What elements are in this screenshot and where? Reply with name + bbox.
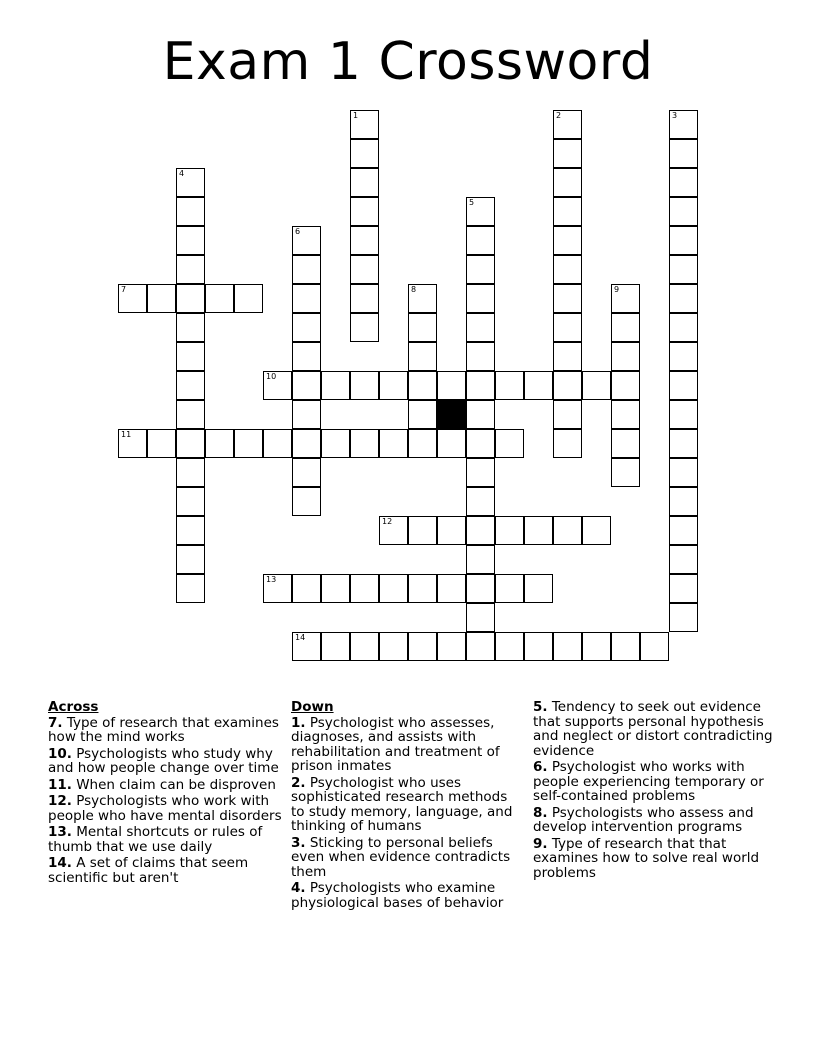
grid-cell[interactable] xyxy=(466,197,495,226)
grid-cell[interactable] xyxy=(524,574,553,603)
grid-cell[interactable] xyxy=(437,632,466,661)
clue-number: 4 xyxy=(179,169,185,178)
grid-cell[interactable] xyxy=(350,313,379,342)
grid-cell[interactable] xyxy=(292,487,321,516)
grid-cell[interactable] xyxy=(176,226,205,255)
grid-cell[interactable] xyxy=(350,632,379,661)
grid-cell[interactable] xyxy=(408,429,437,458)
grid-cell[interactable] xyxy=(176,371,205,400)
grid-cell[interactable] xyxy=(669,313,698,342)
grid-cell[interactable] xyxy=(553,226,582,255)
page-title: Exam 1 Crossword xyxy=(162,32,654,92)
grid-cell[interactable] xyxy=(176,400,205,429)
clue-number-label: 7. xyxy=(48,714,63,731)
grid-cell[interactable] xyxy=(466,255,495,284)
down-clue: 9. Type of research that that examines how to solve real world problems xyxy=(533,835,760,881)
grid-cell[interactable] xyxy=(292,429,321,458)
grid-cell[interactable] xyxy=(176,574,205,603)
grid-cell[interactable] xyxy=(147,284,176,313)
clue-number: 7 xyxy=(121,285,127,294)
grid-cell[interactable] xyxy=(350,371,379,400)
grid-cell[interactable] xyxy=(176,313,205,342)
clue-number-label: 1. xyxy=(291,714,306,731)
grid-cell[interactable] xyxy=(118,284,147,313)
clue-number: 10 xyxy=(266,372,277,381)
clue-number: 8 xyxy=(411,285,417,294)
grid-cell[interactable] xyxy=(118,429,147,458)
across-clue: 12. Psychologists who work with people who have mental disorders xyxy=(48,793,282,824)
grid-cell[interactable] xyxy=(176,284,205,313)
grid-cell[interactable] xyxy=(582,516,611,545)
grid-cell[interactable] xyxy=(466,545,495,574)
grid-cell[interactable] xyxy=(350,255,379,284)
grid-cell[interactable] xyxy=(321,632,350,661)
clue-number-label: 8. xyxy=(533,804,548,821)
grid-cell[interactable] xyxy=(176,255,205,284)
clue-number: 11 xyxy=(121,430,132,439)
grid-cell[interactable] xyxy=(611,284,640,313)
grid-cell[interactable] xyxy=(292,226,321,255)
grid-cell[interactable] xyxy=(553,429,582,458)
grid-cell[interactable] xyxy=(669,429,698,458)
grid-cell[interactable] xyxy=(466,632,495,661)
grid-cell[interactable] xyxy=(553,313,582,342)
grid-cell[interactable] xyxy=(466,429,495,458)
grid-cell[interactable] xyxy=(669,603,698,632)
grid-cell[interactable] xyxy=(408,313,437,342)
grid-cell[interactable] xyxy=(466,574,495,603)
grid-cell[interactable] xyxy=(553,110,582,139)
grid-cell[interactable] xyxy=(466,342,495,371)
grid-cell[interactable] xyxy=(408,400,437,429)
grid-cell[interactable] xyxy=(611,313,640,342)
grid-cell[interactable] xyxy=(611,458,640,487)
clue-number-label: 6. xyxy=(533,759,548,775)
grid-cell[interactable] xyxy=(176,516,205,545)
grid-cell[interactable] xyxy=(292,342,321,371)
grid-cell[interactable] xyxy=(466,284,495,313)
grid-cell[interactable] xyxy=(350,284,379,313)
grid-cell[interactable] xyxy=(176,168,205,197)
grid-cell[interactable] xyxy=(669,255,698,284)
grid-cell[interactable] xyxy=(292,284,321,313)
grid-cell[interactable] xyxy=(553,400,582,429)
down-clues xyxy=(291,700,525,912)
clue-number: 6 xyxy=(295,227,301,236)
grid-cell[interactable] xyxy=(350,429,379,458)
grid-cell[interactable] xyxy=(611,400,640,429)
clue-number-label: 12. xyxy=(48,793,72,809)
grid-cell[interactable] xyxy=(379,371,408,400)
grid-cell[interactable] xyxy=(379,429,408,458)
grid-cell[interactable] xyxy=(147,429,176,458)
grid-cell[interactable] xyxy=(350,197,379,226)
grid-cell[interactable] xyxy=(524,516,553,545)
clue-number: 12 xyxy=(382,517,393,526)
grid-cell[interactable] xyxy=(669,574,698,603)
grid-cell[interactable] xyxy=(640,632,669,661)
grid-cell[interactable] xyxy=(234,284,263,313)
down-clue: 6. Psychologist who works with people experiencing temporary or self-contained problems xyxy=(533,759,764,804)
down-clue: 5. Tendency to seek out evidence that supports personal hypothesis and neglect or distort contradicting evidence xyxy=(533,699,773,759)
clue-number-label: 3. xyxy=(291,834,306,851)
grid-cell[interactable] xyxy=(234,429,263,458)
grid-cell[interactable] xyxy=(379,574,408,603)
grid-cell[interactable] xyxy=(176,545,205,574)
grid-cell[interactable] xyxy=(669,110,698,139)
grid-cell[interactable] xyxy=(263,574,292,603)
grid-cell[interactable] xyxy=(669,226,698,255)
grid-cell[interactable] xyxy=(669,197,698,226)
grid-cell[interactable] xyxy=(466,487,495,516)
grid-cell[interactable] xyxy=(408,516,437,545)
grid-cell[interactable] xyxy=(669,400,698,429)
grid-block xyxy=(437,400,466,429)
grid-cell[interactable] xyxy=(292,632,321,661)
clue-number: 14 xyxy=(295,633,306,642)
clue-number: 5 xyxy=(469,198,475,207)
grid-cell[interactable] xyxy=(669,284,698,313)
grid-cell[interactable] xyxy=(408,371,437,400)
grid-cell[interactable] xyxy=(495,516,524,545)
grid-cell[interactable] xyxy=(263,429,292,458)
clue-number-label: 10. xyxy=(48,745,72,762)
grid-cell[interactable] xyxy=(176,487,205,516)
clue-number-label: 14. xyxy=(48,855,72,871)
grid-cell[interactable] xyxy=(553,284,582,313)
grid-cell[interactable] xyxy=(582,632,611,661)
grid-cell[interactable] xyxy=(611,371,640,400)
grid-cell[interactable] xyxy=(466,458,495,487)
grid-cell[interactable] xyxy=(437,371,466,400)
grid-cell[interactable] xyxy=(611,429,640,458)
grid-cell[interactable] xyxy=(466,313,495,342)
grid-cell[interactable] xyxy=(176,458,205,487)
grid-cell[interactable] xyxy=(379,632,408,661)
grid-cell[interactable] xyxy=(350,168,379,197)
grid-cell[interactable] xyxy=(466,371,495,400)
across-clue: 13. Mental shortcuts or rules of thumb that we use daily xyxy=(48,824,263,855)
down-heading: Down xyxy=(291,699,334,715)
clue-number-label: 9. xyxy=(533,835,548,852)
grid-cell[interactable] xyxy=(176,429,205,458)
grid-cell[interactable] xyxy=(466,400,495,429)
grid-cell[interactable] xyxy=(495,632,524,661)
across-clues xyxy=(48,700,284,887)
clue-number: 13 xyxy=(266,575,277,584)
grid-cell[interactable] xyxy=(495,371,524,400)
grid-cell[interactable] xyxy=(611,632,640,661)
grid-cell[interactable] xyxy=(205,429,234,458)
grid-cell[interactable] xyxy=(263,371,292,400)
grid-cell[interactable] xyxy=(466,516,495,545)
grid-cell[interactable] xyxy=(553,255,582,284)
down-clue: 4. Psychologists who examine physiological bases of behavior xyxy=(291,880,504,911)
down-clue: 8. Psychologists who assess and develop intervention programs xyxy=(533,804,754,835)
grid-cell[interactable] xyxy=(321,429,350,458)
grid-cell[interactable] xyxy=(466,603,495,632)
grid-cell[interactable] xyxy=(350,110,379,139)
grid-cell[interactable] xyxy=(611,342,640,371)
grid-cell[interactable] xyxy=(553,632,582,661)
grid-cell[interactable] xyxy=(669,458,698,487)
down-clue: 3. Sticking to personal beliefs even when evidence contradicts them xyxy=(291,834,511,880)
grid-cell[interactable] xyxy=(669,168,698,197)
across-clue: 11. When claim can be disproven xyxy=(48,776,276,793)
grid-cell[interactable] xyxy=(553,342,582,371)
clue-number-label: 11. xyxy=(48,776,72,793)
across-clue: 14. A set of claims that seem scientific but aren't xyxy=(48,855,249,886)
down-clue: 1. Psychologist who assesses, diagnoses, and assists with rehabilitation and treatment of prison inmates xyxy=(291,714,500,774)
grid-cell[interactable] xyxy=(292,371,321,400)
grid-cell[interactable] xyxy=(553,371,582,400)
grid-cell[interactable] xyxy=(669,516,698,545)
grid-cell[interactable] xyxy=(582,371,611,400)
down-clues-continued xyxy=(533,700,773,882)
grid-cell[interactable] xyxy=(321,574,350,603)
grid-cell[interactable] xyxy=(553,139,582,168)
grid-cell[interactable] xyxy=(292,313,321,342)
grid-cell[interactable] xyxy=(669,139,698,168)
across-heading: Across xyxy=(48,699,99,715)
grid-cell[interactable] xyxy=(408,284,437,313)
grid-cell[interactable] xyxy=(669,545,698,574)
clue-number: 9 xyxy=(614,285,620,294)
clue-number: 1 xyxy=(353,111,359,120)
grid-cell[interactable] xyxy=(495,429,524,458)
grid-cell[interactable] xyxy=(350,574,379,603)
grid-cell[interactable] xyxy=(669,487,698,516)
grid-cell[interactable] xyxy=(408,342,437,371)
grid-cell[interactable] xyxy=(292,574,321,603)
grid-cell[interactable] xyxy=(437,516,466,545)
grid-cell[interactable] xyxy=(437,429,466,458)
grid-cell[interactable] xyxy=(176,197,205,226)
grid-cell[interactable] xyxy=(553,516,582,545)
grid-cell[interactable] xyxy=(292,400,321,429)
clue-number: 3 xyxy=(672,111,678,120)
grid-cell[interactable] xyxy=(292,458,321,487)
grid-cell[interactable] xyxy=(205,284,234,313)
grid-cell[interactable] xyxy=(466,226,495,255)
across-clue: 10. Psychologists who study why and how people change over time xyxy=(48,745,279,776)
clue-number-label: 4. xyxy=(291,880,306,896)
grid-cell[interactable] xyxy=(669,342,698,371)
grid-cell[interactable] xyxy=(408,574,437,603)
grid-cell[interactable] xyxy=(524,371,553,400)
clue-number-label: 13. xyxy=(48,824,72,840)
grid-cell[interactable] xyxy=(495,574,524,603)
grid-cell[interactable] xyxy=(524,632,553,661)
clue-number-label: 2. xyxy=(291,774,306,791)
grid-cell[interactable] xyxy=(350,139,379,168)
grid-cell[interactable] xyxy=(350,226,379,255)
clue-number-label: 5. xyxy=(533,699,548,715)
grid-cell[interactable] xyxy=(437,574,466,603)
grid-cell[interactable] xyxy=(408,632,437,661)
grid-cell[interactable] xyxy=(553,168,582,197)
grid-cell[interactable] xyxy=(321,371,350,400)
grid-cell[interactable] xyxy=(292,255,321,284)
clue-number: 2 xyxy=(556,111,562,120)
down-clue: 2. Psychologist who uses sophisticated research methods to study memory, language, and thinking of humans xyxy=(291,774,513,834)
grid-cell[interactable] xyxy=(669,371,698,400)
grid-cell[interactable] xyxy=(176,342,205,371)
grid-cell[interactable] xyxy=(553,197,582,226)
across-clue: 7. Type of research that examines how the mind works xyxy=(48,714,279,745)
grid-cell[interactable] xyxy=(379,516,408,545)
